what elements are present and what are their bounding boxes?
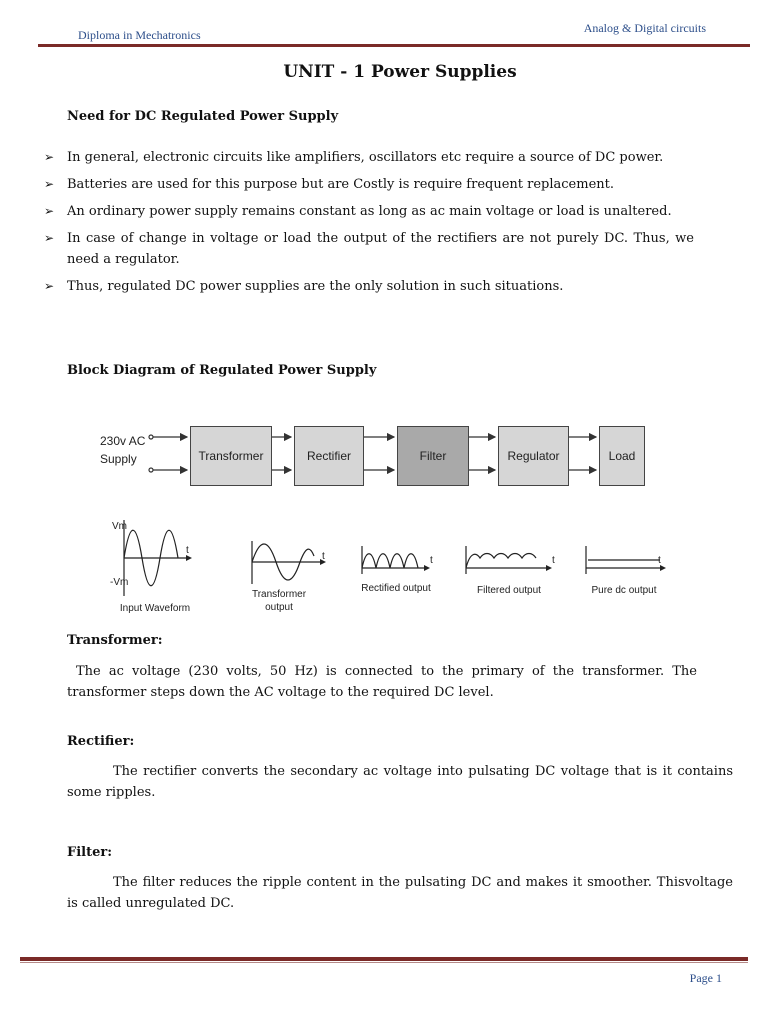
transformer-heading: Transformer: bbox=[67, 633, 163, 648]
page-title: UNIT - 1 Power Supplies bbox=[283, 62, 517, 82]
page-number: Page 1 bbox=[689, 971, 722, 985]
input-waveform-label: Input Waveform bbox=[119, 603, 191, 614]
filtered-output-label: Filtered output bbox=[477, 585, 541, 596]
section-heading-block-diagram: Block Diagram of Regulated Power Supply bbox=[67, 363, 377, 378]
vm-label: Vm bbox=[112, 521, 127, 532]
diagram-connectors bbox=[100, 420, 660, 500]
arrow-bullet-icon: ➢ bbox=[44, 231, 55, 245]
transformer-output-label: Transformer output bbox=[251, 589, 307, 613]
list-item: ➢ In case of change in voltage or load the output of the rectifiers are not purely DC. Thus, we need a regulator. bbox=[44, 228, 694, 270]
arrow-bullet-icon: ➢ bbox=[44, 204, 55, 218]
arrow-bullet-icon: ➢ bbox=[44, 150, 55, 164]
list-item: ➢ An ordinary power supply remains constant as long as ac main voltage or load is unaltered. bbox=[44, 201, 694, 222]
header-rule bbox=[38, 44, 750, 47]
rectified-output-label: Rectified output bbox=[361, 583, 431, 594]
filter-heading: Filter: bbox=[67, 845, 113, 860]
bullet-list bbox=[44, 147, 694, 303]
list-item: ➢ In general, electronic circuits like amplifiers, oscillators etc require a source of DC power. bbox=[44, 147, 694, 168]
regulator-block: Regulator bbox=[498, 426, 569, 486]
arrow-bullet-icon: ➢ bbox=[44, 177, 55, 191]
axis-t-label: t bbox=[552, 555, 555, 566]
transformer-block: Transformer bbox=[190, 426, 272, 486]
transformer-text: The ac voltage (230 volts, 50 Hz) is connected to the primary of the transformer. The transformer steps down the AC voltage to the required DC level. bbox=[67, 664, 697, 700]
rectifier-block: Rectifier bbox=[294, 426, 364, 486]
list-item: ➢ Batteries are used for this purpose but are Costly is require frequent replacement. bbox=[44, 174, 694, 195]
axis-t-label: t bbox=[322, 551, 325, 562]
axis-t-label: t bbox=[658, 555, 661, 566]
axis-t-label: t bbox=[186, 545, 189, 556]
header-right: Analog & Digital circuits bbox=[583, 21, 706, 35]
rectifier-heading: Rectifier: bbox=[67, 734, 135, 749]
source-label: 230v AC Supply bbox=[100, 434, 146, 466]
filter-text: The filter reduces the ripple content in the pulsating DC and makes it smoother. Thisvoltage is called unregulated DC. bbox=[67, 875, 733, 911]
pure-dc-output-label: Pure dc output bbox=[591, 585, 657, 596]
footer-rule-thin bbox=[20, 962, 748, 963]
neg-vm-label: -Vm bbox=[110, 577, 129, 588]
axis-t-label: t bbox=[430, 555, 433, 566]
header-left: Diploma in Mechatronics bbox=[78, 28, 201, 42]
waveform-strip bbox=[110, 516, 670, 626]
footer-rule bbox=[20, 957, 748, 961]
rectifier-text: The rectifier converts the secondary ac voltage into pulsating DC voltage that is it contains some ripples. bbox=[67, 764, 733, 800]
load-block: Load bbox=[599, 426, 645, 486]
list-item: ➢ Thus, regulated DC power supplies are the only solution in such situations. bbox=[44, 276, 694, 297]
filter-block: Filter bbox=[397, 426, 469, 486]
arrow-bullet-icon: ➢ bbox=[44, 279, 55, 293]
block-diagram bbox=[100, 420, 660, 500]
section-heading-need: Need for DC Regulated Power Supply bbox=[67, 109, 339, 124]
